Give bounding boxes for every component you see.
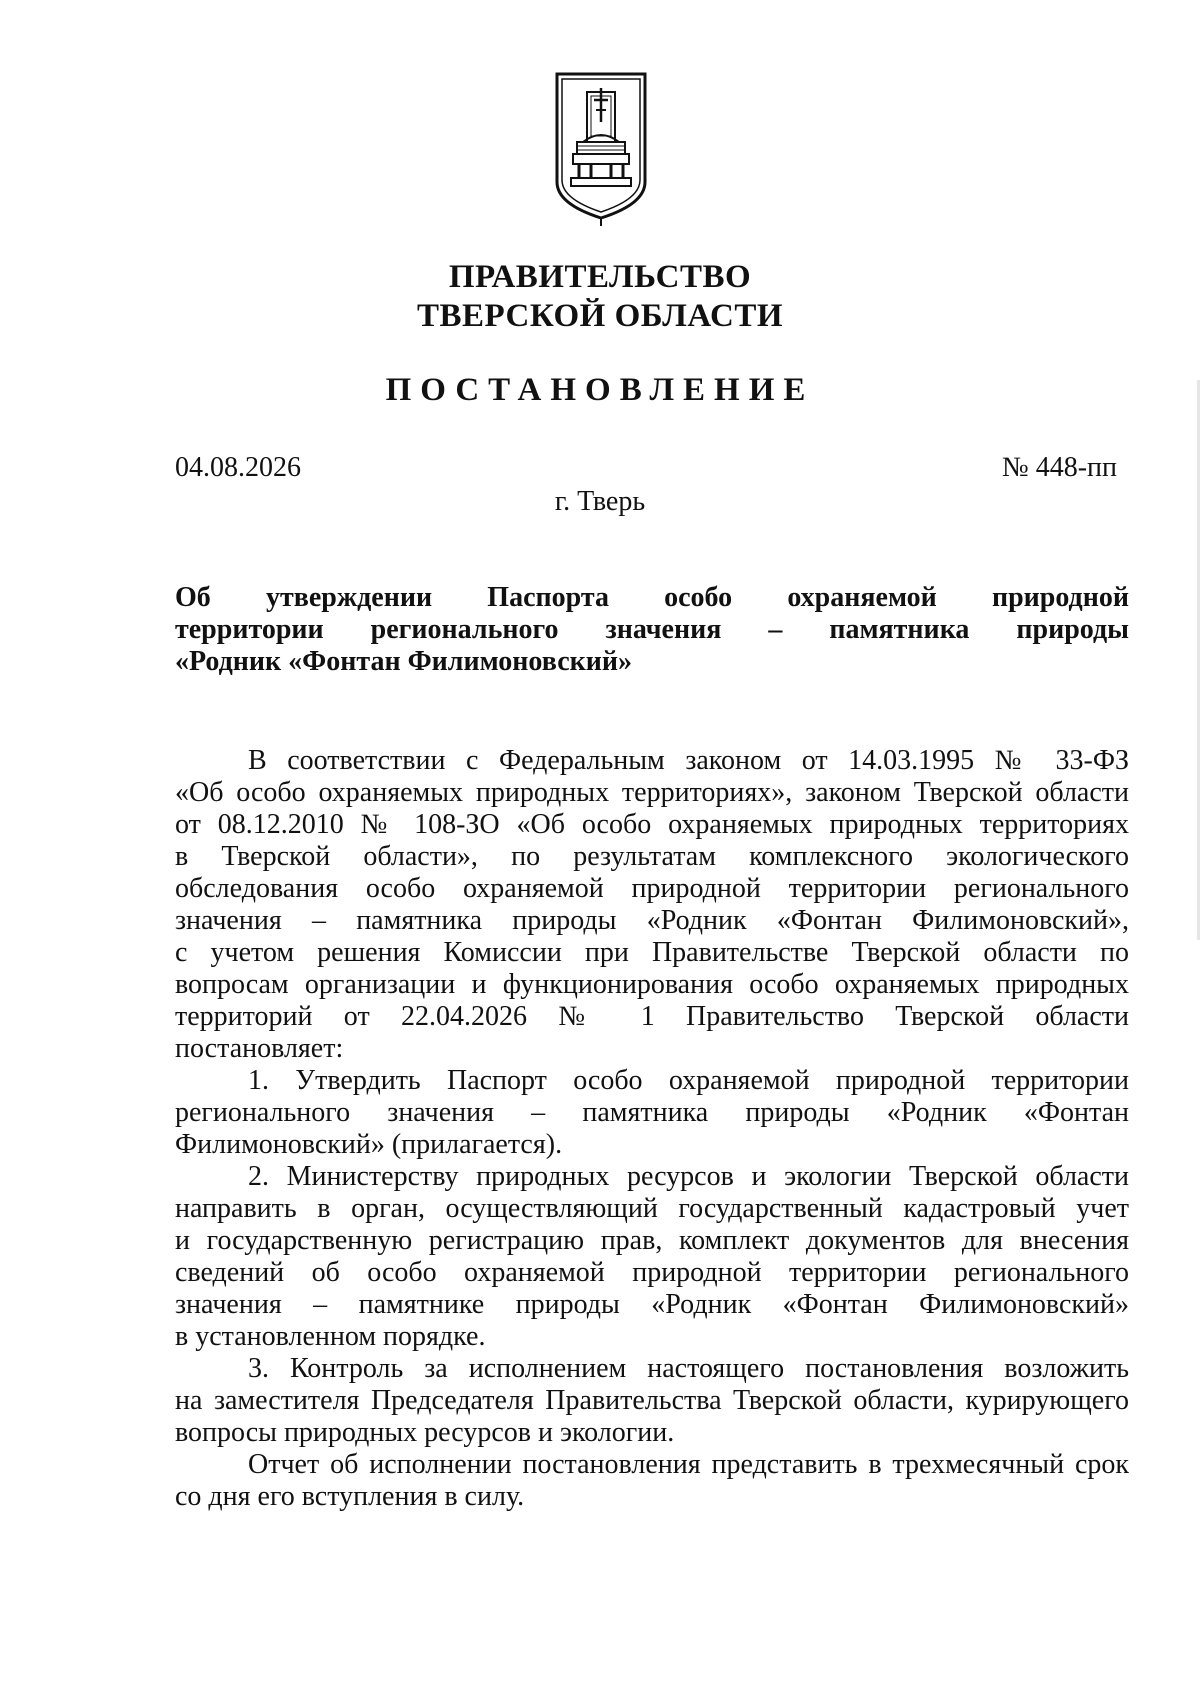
body-line: направить в орган, осуществляющий государственный кадастровый учет [175, 1193, 1129, 1224]
document-date: 04.08.2026 [175, 452, 301, 483]
item-2-paragraph [175, 1161, 1129, 1353]
document-body [175, 745, 1129, 1513]
report-paragraph [175, 1449, 1129, 1513]
document-subject [175, 582, 1129, 678]
body-line: сведений об особо охраняемой природной территории регионального [175, 1257, 1129, 1288]
body-line: значения – памятнике природы «Родник «Фонтан Филимоновский» [175, 1289, 1129, 1320]
body-line: на заместителя Председателя Правительства Тверской области, курирующего [175, 1385, 1129, 1416]
body-line: с учетом решения Комиссии при Правительстве Тверской области по [175, 937, 1129, 968]
item-1-paragraph [175, 1065, 1129, 1161]
subject-line: территории регионального значения – памятника природы [175, 614, 1129, 645]
body-line: регионального значения – памятника природы «Родник «Фонтан [175, 1097, 1129, 1128]
body-line: в Тверской области», по результатам комплексного экологического [175, 841, 1129, 872]
body-line: «Об особо охраняемых природных территориях», законом Тверской области [175, 777, 1129, 808]
document-city: г. Тверь [554, 486, 646, 517]
preamble-paragraph [175, 745, 1129, 1065]
body-line: В соответствии с Федеральным законом от 14.03.1995 № 33-ФЗ [248, 745, 1129, 776]
subject-line: «Родник «Фонтан Филимоновский» [175, 646, 633, 677]
body-line: территорий от 22.04.2026 № 1 Правительство Тверской области [175, 1001, 1129, 1032]
body-line: и государственную регистрацию прав, комплект документов для внесения [175, 1225, 1129, 1256]
body-line: Отчет об исполнении постановления представить в трехмесячный срок [248, 1449, 1129, 1480]
tver-coat-of-arms-icon [553, 70, 649, 228]
body-line: со дня его вступления в силу. [175, 1481, 525, 1512]
document-type-title: ПОСТАНОВЛЕНИЕ [385, 372, 815, 408]
body-line: значения – памятника природы «Родник «Фонтан Филимоновский», [175, 905, 1129, 936]
body-line: постановляет: [175, 1033, 344, 1064]
organization-name-line2: ТВЕРСКОЙ ОБЛАСТИ [416, 298, 784, 334]
body-line: обследования особо охраняемой природной территории регионального [175, 873, 1129, 904]
body-line: Филимоновский» (прилагается). [175, 1129, 563, 1160]
body-line: 1. Утвердить Паспорт особо охраняемой природной территории [248, 1065, 1129, 1096]
organization-name-line1: ПРАВИТЕЛЬСТВО [448, 259, 752, 295]
body-line: 2. Министерству природных ресурсов и экологии Тверской области [248, 1161, 1129, 1192]
body-line: от 08.12.2010 № 108-ЗО «Об особо охраняемых природных территориях [175, 809, 1129, 840]
item-3-paragraph [175, 1353, 1129, 1449]
subject-line: Об утверждении Паспорта особо охраняемой природной [175, 582, 1129, 613]
document-number: № 448-пп [1001, 452, 1117, 483]
body-line: вопросы природных ресурсов и экологии. [175, 1417, 675, 1448]
body-line: в установленном порядке. [175, 1321, 486, 1352]
body-line: 3. Контроль за исполнением настоящего постановления возложить [248, 1353, 1129, 1384]
body-line: вопросам организации и функционирования особо охраняемых природных [175, 969, 1129, 1000]
